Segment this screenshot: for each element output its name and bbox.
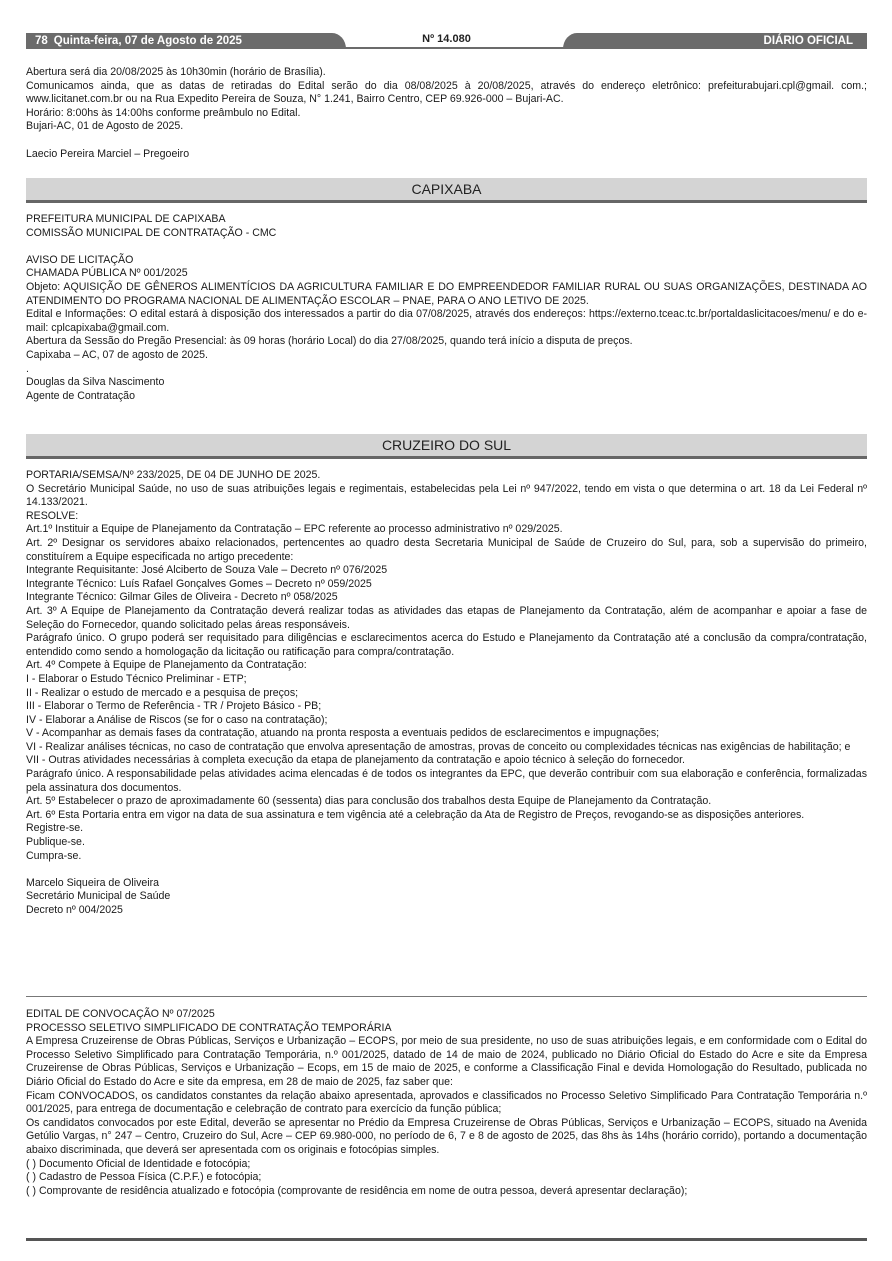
org-line: PREFEITURA MUNICIPAL DE CAPIXABA (26, 213, 226, 225)
intro-section (26, 66, 867, 161)
portaria-section (26, 469, 867, 918)
signature-line: Marcelo Siqueira de Oliveira (26, 876, 160, 889)
checklist-item: ( ) Comprovante de residência atualizado e fotocópia (comprovante de residência em nome de outra pessoa, deverá apresentar declaração); (26, 1184, 688, 1197)
body-line: Edital e Informações: O edital estará à disposição dos interessados a partir do dia 07/08/2025, através dos endereços: https://externo.tceac.tc.br/portaldaslicitacoes/menu/ e do e-mail: cplcapixaba@gmail.com. (26, 308, 867, 334)
signature-line: Secretário Municipal de Saúde (26, 890, 171, 903)
portaria-line: VII - Outras atividades necessárias à completa execução da etapa de planejamento da contratação e apoio técnico à seleção do fornecedor. (26, 754, 685, 767)
body-line: CHAMADA PÚBLICA Nº 001/2025 (26, 267, 188, 280)
section-divider (26, 996, 867, 997)
portaria-line: O Secretário Municipal Saúde, no uso de suas atribuições legais e regimentais, estabelecidas pela Lei nº 947/2022, tendo em vista o que determina o art. 18 da Lei Federal nº 14.133/2021. (26, 482, 867, 509)
capixaba-section (26, 213, 867, 403)
portaria-line: III - Elaborar o Termo de Referência - TR / Projeto Básico - PB; (26, 700, 322, 713)
intro-signature: Laecio Pereira Marciel – Pregoeiro (26, 147, 190, 160)
body-line: Capixaba – AC, 07 de agosto de 2025. (26, 348, 208, 361)
intro-line: Comunicamos ainda, que as datas de retiradas do Edital serão do dia 08/08/2025 à 20/08/2025, através do endereço eletrônico: prefeiturabujari.cpl@gmail. com.; www.licitanet.com.br ou na Rua Expedito Pereira de Souza, N° 1.241, Bairro Centro, CEP 69.926-000 – Bujari-AC. (26, 79, 867, 106)
signature-line: Agente de Contratação (26, 389, 135, 402)
portaria-line: Cumpra-se. (26, 849, 82, 862)
intro-line: Horário: 8:00hs às 14:00hs conforme preâmbulo no Edital. (26, 106, 301, 119)
checklist-item: ( ) Cadastro de Pessoa Física (C.P.F.) e fotocópia; (26, 1171, 262, 1184)
portaria-line: V - Acompanhar as demais fases da contratação, atuando na pronta resposta a eventuais pedidos de esclarecimentos e impugnações; (26, 727, 660, 740)
page-bottom-rule (26, 1238, 867, 1241)
body-line: . (26, 362, 29, 375)
edital-line: EDITAL DE CONVOCAÇÃO Nº 07/2025 (26, 1008, 215, 1020)
org-line: COMISSÃO MUNICIPAL DE CONTRATAÇÃO - CMC (26, 226, 277, 239)
edital-section (26, 1008, 867, 1198)
portaria-line: Art. 2º Designar os servidores abaixo relacionados, pertencentes ao quadro desta Secretaria Municipal de Saúde de Cruzeiro do Sul, para, sob a supervisão do primeiro, constituírem a Equipe especificada no artigo precedente: (26, 536, 867, 563)
edital-line: A Empresa Cruzeirense de Obras Públicas, Serviços e Urbanização – ECOPS, por meio de sua presidente, no uso de suas atribuições legais, e em conformidade com o Edital do Processo Seletivo Simplificado para Contratação Temporária, n.º 001/2025, datado de 14 de maio de 2024, publicado no Diário Oficial do Estado do Acre e site da Empresa Cruzeirense de Obras Públicas, Serviços e Urbanização – Ecops, em 15 de maio de 2025, e conforme a Classificação Final e devida Homologação do Resultado, publicada no Diário Oficial do Estado do Acre e site da empresa, em 28 de maio de 2025, faz saber que: (26, 1035, 867, 1088)
portaria-line: I - Elaborar o Estudo Técnico Preliminar - ETP; (26, 672, 247, 685)
edital-line: Ficam CONVOCADOS, os candidatos constantes da relação abaixo apresentada, aprovados e classificados no Processo Seletivo Simplificado Para Contratação Temporária n.º 001/2025, para entrega de documentação e celebração de contrato para exercício da função pública; (26, 1089, 867, 1116)
portaria-line: Parágrafo único. O grupo poderá ser requisitado para diligências e esclarecimentos acerca do Estudo e Planejamento da Contratação até a conclusão da compra/contratação, entendido como sendo a homologação da licitação ou ratificação para compra/contratação. (26, 632, 867, 658)
portaria-line: RESOLVE: (26, 509, 79, 522)
edital-line: PROCESSO SELETIVO SIMPLIFICADO DE CONTRATAÇÃO TEMPORÁRIA (26, 1021, 392, 1034)
issue-date: Quinta-feira, 07 de Agosto de 2025 (53, 35, 242, 47)
publication-name: DIÁRIO OFICIAL (763, 35, 853, 47)
portaria-line: Integrante Técnico: Gilmar Giles de Oliveira - Decreto nº 058/2025 (26, 591, 338, 604)
signature-line: Douglas da Silva Nascimento (26, 376, 165, 389)
portaria-line: Art. 4º Compete à Equipe de Planejamento da Contratação: (26, 659, 307, 672)
portaria-line: Parágrafo único. A responsabilidade pelas atividades acima elencadas é de todos os integrantes da EPC, que deverão contribuir com sua elaboração e conferência, formalizadas pela assinatura dos documentos. (26, 768, 867, 794)
signature-line: Decreto nº 004/2025 (26, 904, 123, 916)
page-header (26, 33, 867, 49)
body-line: Objeto: AQUISIÇÃO DE GÊNEROS ALIMENTÍCIOS DA AGRICULTURA FAMILIAR E DO EMPREENDEDOR FAMILIAR RURAL OU SUAS ORGANIZAÇÕES, DESTINADA AO ATENDIMENTO DO PROGRAMA NACIONAL DE ALIMENTAÇÃO ESCOLAR – PNAE, PARA O ANO LETIVO DE 2025. (26, 280, 867, 307)
portaria-line: Art. 6º Esta Portaria entra em vigor na data de sua assinatura e tem vigência até a celebração da Ata de Registro de Preços, revogando-se as disposições anteriores. (26, 808, 805, 821)
checklist-item: ( ) Documento Oficial de Identidade e fotocópia; (26, 1157, 251, 1170)
portaria-line: PORTARIA/SEMSA/Nº 233/2025, DE 04 DE JUNHO DE 2025. (26, 469, 321, 481)
page-number: 78 (35, 35, 48, 47)
portaria-line: VI - Realizar análises técnicas, no caso de contratação que envolva apresentação de amostras, provas de conceito ou complexidades técnicas nas exigências de habilitação; e (26, 740, 851, 753)
portaria-line: Registre-se. (26, 822, 84, 835)
portaria-line: Publique-se. (26, 836, 85, 849)
intro-line: Bujari-AC, 01 de Agosto de 2025. (26, 120, 184, 133)
portaria-line: IV - Elaborar a Análise de Riscos (se for o caso na contratação); (26, 713, 328, 726)
portaria-line: Integrante Técnico: Luís Rafael Gonçalves Gomes – Decreto nº 059/2025 (26, 577, 372, 590)
section-title-capixaba: CAPIXABA (26, 178, 867, 203)
intro-line: Abertura será dia 20/08/2025 às 10h30min (horário de Brasília). (26, 66, 326, 78)
portaria-line: Integrante Requisitante: José Alciberto de Souza Vale – Decreto nº 076/2025 (26, 564, 388, 577)
portaria-line: Art. 5º Estabelecer o prazo de aproximadamente 60 (sessenta) dias para conclusão dos trabalhos desta Equipe de Planejamento da Contratação. (26, 795, 712, 808)
portaria-line: Art.1º Instituir a Equipe de Planejamento da Contratação – EPC referente ao processo administrativo nº 029/2025. (26, 523, 563, 536)
portaria-line: II - Realizar o estudo de mercado e a pesquisa de preços; (26, 686, 299, 699)
body-line: Abertura da Sessão do Pregão Presencial: às 09 horas (horário Local) do dia 27/08/2025, quando terá início a disputa de preços. (26, 335, 633, 348)
section-title-cruzeiro-do-sul: CRUZEIRO DO SUL (26, 434, 867, 459)
body-line: AVISO DE LICITAÇÃO (26, 253, 134, 266)
edital-line: Os candidatos convocados por este Edital, deverão se apresentar no Prédio da Empresa Cruzeirense de Obras Públicas, Serviços e Urbanização – ECOPS, situado na Avenida Getúlio Vargas, n° 247 – Centro, Cruzeiro do Sul, Acre – CEP 69.980-000, no período de 6, 7 e 8 de agosto de 2025, das 8hs às 14hs (horário corrido), portando a documentação abaixo discriminada, que deverá ser apresentada com os originais e fotocópias simples. (26, 1116, 867, 1156)
portaria-line: Art. 3º A Equipe de Planejamento da Contratação deverá realizar todas as atividades das etapas de Planejamento da Contratação, além de acompanhar e apoiar a fase de Seleção do Fornecedor, quando solicitado pelas áreas responsáveis. (26, 604, 867, 631)
issue-number: Nº 14.080 (422, 33, 471, 45)
